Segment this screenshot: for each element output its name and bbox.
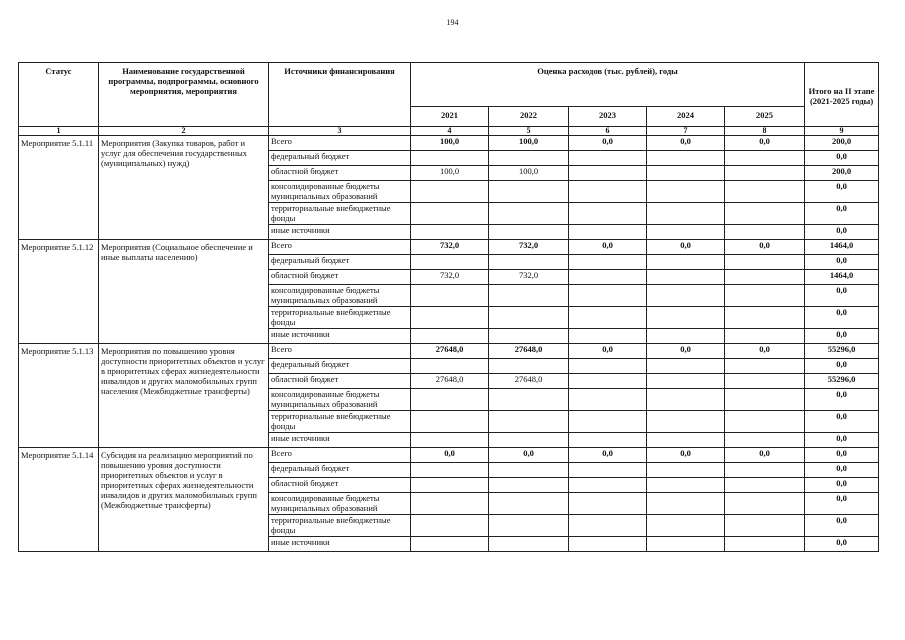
row-status: Мероприятие 5.1.12: [19, 240, 99, 344]
funding-source: консолидированные бюджеты муниципальных образований: [269, 285, 411, 307]
header-year: 2021: [411, 107, 489, 127]
year-value: 0,0: [569, 136, 647, 151]
year-value: [411, 493, 489, 515]
year-value: [647, 463, 725, 478]
total-value: 0,0: [805, 515, 879, 537]
year-value: [647, 181, 725, 203]
year-value: [647, 389, 725, 411]
year-value: [725, 307, 805, 329]
year-value: 0,0: [411, 448, 489, 463]
row-name: Субсидия на реализацию мероприятий по повышению уровня доступности приоритетных объектов и услуг в приоритетных сферах жизнедеятельности инвалидов и других маломобильных групп (Межбюджетные трансферты): [99, 448, 269, 552]
year-value: [725, 166, 805, 181]
year-value: [647, 493, 725, 515]
year-value: [725, 181, 805, 203]
year-value: [411, 307, 489, 329]
funding-source: консолидированные бюджеты муниципальных образований: [269, 493, 411, 515]
total-value: 0,0: [805, 359, 879, 374]
year-value: [569, 329, 647, 344]
funding-source: иные источники: [269, 433, 411, 448]
year-value: [569, 537, 647, 552]
year-value: [647, 270, 725, 285]
total-value: 0,0: [805, 448, 879, 463]
header-sources: Источники финансирования: [269, 63, 411, 127]
year-value: [411, 151, 489, 166]
year-value: [725, 285, 805, 307]
year-value: [725, 537, 805, 552]
year-value: [411, 537, 489, 552]
year-value: [569, 463, 647, 478]
year-value: 100,0: [411, 136, 489, 151]
year-value: [489, 203, 569, 225]
year-value: 100,0: [411, 166, 489, 181]
funding-source: Всего: [269, 136, 411, 151]
year-value: [489, 255, 569, 270]
year-value: [647, 255, 725, 270]
funding-source: консолидированные бюджеты муниципальных образований: [269, 181, 411, 203]
header-year: 2022: [489, 107, 569, 127]
total-value: 0,0: [805, 463, 879, 478]
year-value: [569, 203, 647, 225]
funding-source: Всего: [269, 240, 411, 255]
funding-source: иные источники: [269, 225, 411, 240]
total-value: 0,0: [805, 389, 879, 411]
year-value: [411, 255, 489, 270]
total-value: 0,0: [805, 203, 879, 225]
year-value: [725, 359, 805, 374]
year-value: [489, 329, 569, 344]
row-name: Мероприятия (Социальное обеспечение и иные выплаты населению): [99, 240, 269, 344]
table-row: [19, 240, 879, 255]
funding-source: федеральный бюджет: [269, 359, 411, 374]
table-row: [19, 136, 879, 151]
header-estimate: Оценка расходов (тыс. рублей), годы: [411, 63, 805, 107]
header-name: Наименование государственной программы, подпрограммы, основного мероприятия, мероприятия: [99, 63, 269, 127]
row-name: Мероприятия по повышению уровня доступности приоритетных объектов и услуг в приоритетных сферах жизнедеятельности инвалидов и других маломобильных групп населения (Межбюджетные трансферты): [99, 344, 269, 448]
funding-source: федеральный бюджет: [269, 151, 411, 166]
year-value: [725, 493, 805, 515]
funding-source: Всего: [269, 344, 411, 359]
funding-source: областной бюджет: [269, 374, 411, 389]
year-value: [647, 515, 725, 537]
header-year: 2023: [569, 107, 647, 127]
total-value: 55296,0: [805, 374, 879, 389]
total-value: 0,0: [805, 255, 879, 270]
column-number: 9: [805, 127, 879, 136]
row-status: Мероприятие 5.1.13: [19, 344, 99, 448]
year-value: [647, 203, 725, 225]
year-value: [569, 166, 647, 181]
year-value: [725, 389, 805, 411]
year-value: [647, 359, 725, 374]
total-value: 0,0: [805, 537, 879, 552]
page-number: 194: [446, 18, 459, 27]
total-value: 1464,0: [805, 270, 879, 285]
year-value: [411, 225, 489, 240]
year-value: [725, 515, 805, 537]
year-value: [725, 225, 805, 240]
year-value: [569, 270, 647, 285]
year-value: [647, 285, 725, 307]
year-value: 0,0: [725, 240, 805, 255]
year-value: 732,0: [489, 240, 569, 255]
year-value: [489, 307, 569, 329]
year-value: [647, 329, 725, 344]
column-number: 4: [411, 127, 489, 136]
year-value: [569, 359, 647, 374]
header-status: Статус: [19, 63, 99, 127]
year-value: [569, 433, 647, 448]
year-value: [411, 478, 489, 493]
year-value: [569, 493, 647, 515]
year-value: [725, 463, 805, 478]
year-value: [647, 374, 725, 389]
total-value: 0,0: [805, 411, 879, 433]
year-value: [725, 329, 805, 344]
year-value: [489, 515, 569, 537]
year-value: 0,0: [489, 448, 569, 463]
total-value: 55296,0: [805, 344, 879, 359]
year-value: [569, 515, 647, 537]
year-value: 0,0: [647, 136, 725, 151]
year-value: [725, 374, 805, 389]
year-value: [569, 307, 647, 329]
year-value: 0,0: [725, 448, 805, 463]
year-value: [725, 203, 805, 225]
year-value: 27648,0: [411, 344, 489, 359]
year-value: [411, 285, 489, 307]
total-value: 0,0: [805, 493, 879, 515]
year-value: [569, 411, 647, 433]
year-value: [647, 166, 725, 181]
year-value: 0,0: [569, 448, 647, 463]
year-value: [411, 463, 489, 478]
year-value: 0,0: [647, 240, 725, 255]
funding-source: иные источники: [269, 537, 411, 552]
total-value: 0,0: [805, 181, 879, 203]
year-value: 732,0: [411, 240, 489, 255]
row-name: Мероприятия (Закупка товаров, работ и услуг для обеспечения государственных (муниципальных) нужд): [99, 136, 269, 240]
funding-source: областной бюджет: [269, 166, 411, 181]
year-value: [725, 411, 805, 433]
total-value: 0,0: [805, 151, 879, 166]
year-value: [725, 433, 805, 448]
year-value: [489, 537, 569, 552]
funding-source: областной бюджет: [269, 270, 411, 285]
total-value: 0,0: [805, 285, 879, 307]
year-value: 0,0: [569, 344, 647, 359]
year-value: 0,0: [647, 344, 725, 359]
funding-source: территориальные внебюджетные фонды: [269, 515, 411, 537]
year-value: [489, 433, 569, 448]
year-value: 0,0: [647, 448, 725, 463]
year-value: 100,0: [489, 136, 569, 151]
year-value: 732,0: [411, 270, 489, 285]
total-value: 200,0: [805, 136, 879, 151]
header-year: 2024: [647, 107, 725, 127]
year-value: [725, 270, 805, 285]
year-value: [489, 411, 569, 433]
column-number-row: [19, 127, 879, 136]
funding-source: областной бюджет: [269, 478, 411, 493]
year-value: 732,0: [489, 270, 569, 285]
funding-source: территориальные внебюджетные фонды: [269, 307, 411, 329]
year-value: [411, 203, 489, 225]
year-value: [411, 181, 489, 203]
budget-table: [18, 62, 879, 552]
year-value: [411, 411, 489, 433]
total-value: 0,0: [805, 225, 879, 240]
year-value: [647, 537, 725, 552]
total-value: 1464,0: [805, 240, 879, 255]
row-status: Мероприятие 5.1.11: [19, 136, 99, 240]
year-value: [489, 151, 569, 166]
year-value: [569, 225, 647, 240]
column-number: 1: [19, 127, 99, 136]
column-number: 2: [99, 127, 269, 136]
year-value: [647, 433, 725, 448]
total-value: 0,0: [805, 329, 879, 344]
year-value: [489, 285, 569, 307]
funding-source: иные источники: [269, 329, 411, 344]
year-value: [569, 374, 647, 389]
year-value: [647, 411, 725, 433]
funding-source: федеральный бюджет: [269, 255, 411, 270]
funding-source: Всего: [269, 448, 411, 463]
year-value: [489, 463, 569, 478]
year-value: [489, 181, 569, 203]
year-value: [569, 181, 647, 203]
header-total: Итого на II этапе (2021-2025 годы): [805, 63, 879, 127]
year-value: [725, 255, 805, 270]
year-value: [647, 225, 725, 240]
table-row: [19, 448, 879, 463]
year-value: [411, 433, 489, 448]
year-value: 0,0: [569, 240, 647, 255]
year-value: [569, 389, 647, 411]
year-value: [489, 389, 569, 411]
column-number: 3: [269, 127, 411, 136]
header-year: 2025: [725, 107, 805, 127]
year-value: [647, 478, 725, 493]
year-value: [411, 389, 489, 411]
year-value: [489, 225, 569, 240]
year-value: [569, 151, 647, 166]
column-number: 7: [647, 127, 725, 136]
total-value: 0,0: [805, 478, 879, 493]
year-value: 100,0: [489, 166, 569, 181]
table-row: [19, 344, 879, 359]
total-value: 200,0: [805, 166, 879, 181]
year-value: [569, 285, 647, 307]
row-status: Мероприятие 5.1.14: [19, 448, 99, 552]
funding-source: консолидированные бюджеты муниципальных образований: [269, 389, 411, 411]
year-value: [411, 515, 489, 537]
year-value: [489, 493, 569, 515]
year-value: 0,0: [725, 136, 805, 151]
year-value: [647, 151, 725, 166]
year-value: [725, 478, 805, 493]
year-value: [569, 255, 647, 270]
year-value: 27648,0: [489, 374, 569, 389]
total-value: 0,0: [805, 307, 879, 329]
year-value: 27648,0: [411, 374, 489, 389]
year-value: [411, 359, 489, 374]
column-number: 6: [569, 127, 647, 136]
funding-source: территориальные внебюджетные фонды: [269, 411, 411, 433]
year-value: [569, 478, 647, 493]
column-number: 5: [489, 127, 569, 136]
year-value: [647, 307, 725, 329]
year-value: [489, 478, 569, 493]
year-value: 27648,0: [489, 344, 569, 359]
total-value: 0,0: [805, 433, 879, 448]
column-number: 8: [725, 127, 805, 136]
funding-source: территориальные внебюджетные фонды: [269, 203, 411, 225]
year-value: [725, 151, 805, 166]
year-value: 0,0: [725, 344, 805, 359]
year-value: [411, 329, 489, 344]
year-value: [489, 359, 569, 374]
funding-source: федеральный бюджет: [269, 463, 411, 478]
